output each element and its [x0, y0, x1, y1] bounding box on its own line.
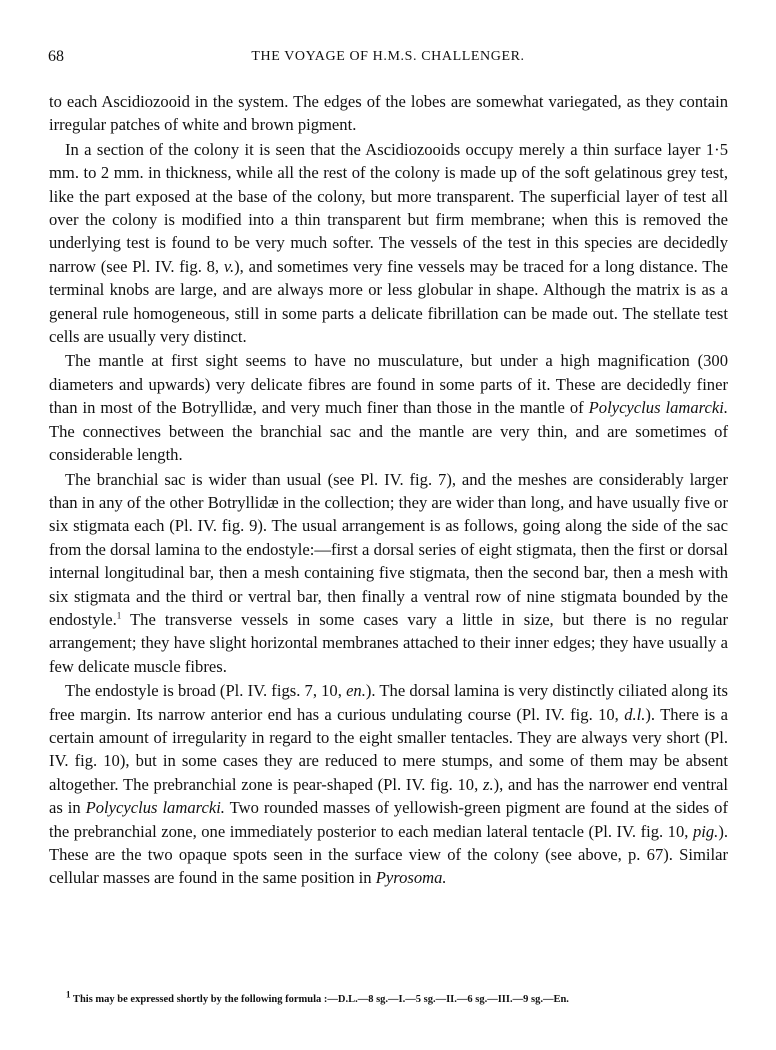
footnote-ref: 1 [116, 610, 122, 621]
text-segment: The mantle at first sight seems to have no musculature, but under a high magnification (300 diameters and upwards) very delicate fibres are found in some parts of it. These are decidedly finer than in most of the Botryllidæ, and very much finer than those in the mantle of [49, 351, 728, 418]
text-segment: The connectives between the branchial sac and the mantle are very thin, and are sometimes of considerable length. [49, 421, 728, 465]
text-segment: ), and sometimes very fine vessels may be traced for a long distance. The terminal knobs are large, and are always more or less globular in shape. Although the matrix is as a general rule homogeneous, still in some parts a delicate fibrillation can be made out. The stellate test cells are usually very distinct. [49, 256, 728, 347]
text-segment: The branchial sac is wider than usual (see Pl. IV. fig. 7), and the meshes are considerably larger than in any of the other Botryllidæ in the collection; they are wider than long, and have usually five or six stigmata each (Pl. IV. fig. 9). The usual arrangement is as follows, going along the side of the sac from the dorsal lamina to the endostyle:—first a dorsal series of eight stigmata, then the first or dorsal internal longitudinal bar, then a mesh containing five stigmata, then the second bar, then a mesh with six stigmata and the third or vertral bar, then finally a ventral row of nine stigmata bounded by the endostyle. [49, 469, 728, 629]
italic-ref: z. [482, 774, 494, 794]
text-segment: ). There is a certain amount of irregularity in regard to the eight smaller tentacles. They are always very short (Pl. IV. fig. 10), but in some cases they are reduced to mere stumps, and some of them may be absent altogether. The prebranchial zone is pear-shaped (Pl. IV. fig. 10, [49, 704, 728, 794]
text-segment: ). The dorsal lamina is very distinctly ciliated along its free margin. Its narrow anterior end has a curious undulating course (Pl. IV. fig. 10, [49, 681, 728, 724]
text-segment: to each Ascidiozooid in the system. The edges of the lobes are somewhat variegated, as they contain irregular patches of white and brown pigment. [49, 92, 728, 135]
text-segment: Two rounded masses of yellowish-green pigment are found at the sides of the prebranchial zone, one immediately posterior to each median lateral tentacle (Pl. IV. fig. 10, [49, 798, 728, 841]
italic-ref: en. [346, 681, 366, 701]
running-title: THE VOYAGE OF H.M.S. CHALLENGER. [251, 49, 525, 64]
genus-name: Pyrosoma. [375, 868, 447, 888]
text-segment: ). These are the two opaque spots seen in the surface view of the colony (see above, p. 67). Similar cellular masses are found in the same position in [49, 821, 728, 888]
paragraph-3 [49, 349, 728, 466]
text-segment: The endostyle is broad (Pl. IV. figs. 7, 10, [65, 681, 347, 701]
body-text [49, 90, 728, 890]
footnote-text: This may be expressed shortly by the following formula :—D.L.—8 sg.—I.—5 sg.—II.—6 sg.—III.—9 sg.—En. [70, 994, 569, 1005]
species-name: Polycyclus lamarcki. [588, 398, 728, 418]
italic-ref: d.l. [624, 704, 646, 724]
footnote-marker: 1 [66, 989, 71, 1000]
paragraph-1 [49, 90, 728, 137]
italic-ref: v. [223, 256, 235, 276]
paragraph-2 [49, 138, 728, 349]
page-header [48, 48, 728, 70]
paragraph-4 [49, 468, 728, 679]
species-name: Polycyclus lamarcki. [85, 798, 225, 818]
text-segment: ), and has the narrower end ventral as in [49, 774, 728, 818]
footnote [66, 989, 726, 1005]
text-segment: The transverse vessels in some cases vary a little in size, but there is no regular arrangement; they have slight horizontal membranes attached to their inner edges; they have usually a few delicate muscle fibres. [49, 609, 728, 676]
italic-ref: pig. [692, 821, 719, 841]
text-segment: In a section of the colony it is seen that the Ascidiozooids occupy merely a thin surface layer 1·5 mm. to 2 mm. in thickness, while all the rest of the colony is made up of the soft gelatinous grey test, like the part exposed at the base of the colony, but more transparent. The superficial layer of test all over the colony is modified into a thin transparent but firm membrane; when this is removed the underlying test is found to be very much softer. The vessels of the test in this species are decidedly narrow (see Pl. IV. fig. 8, [49, 139, 728, 276]
paragraph-5 [49, 679, 728, 890]
page-number: 68 [48, 48, 64, 65]
